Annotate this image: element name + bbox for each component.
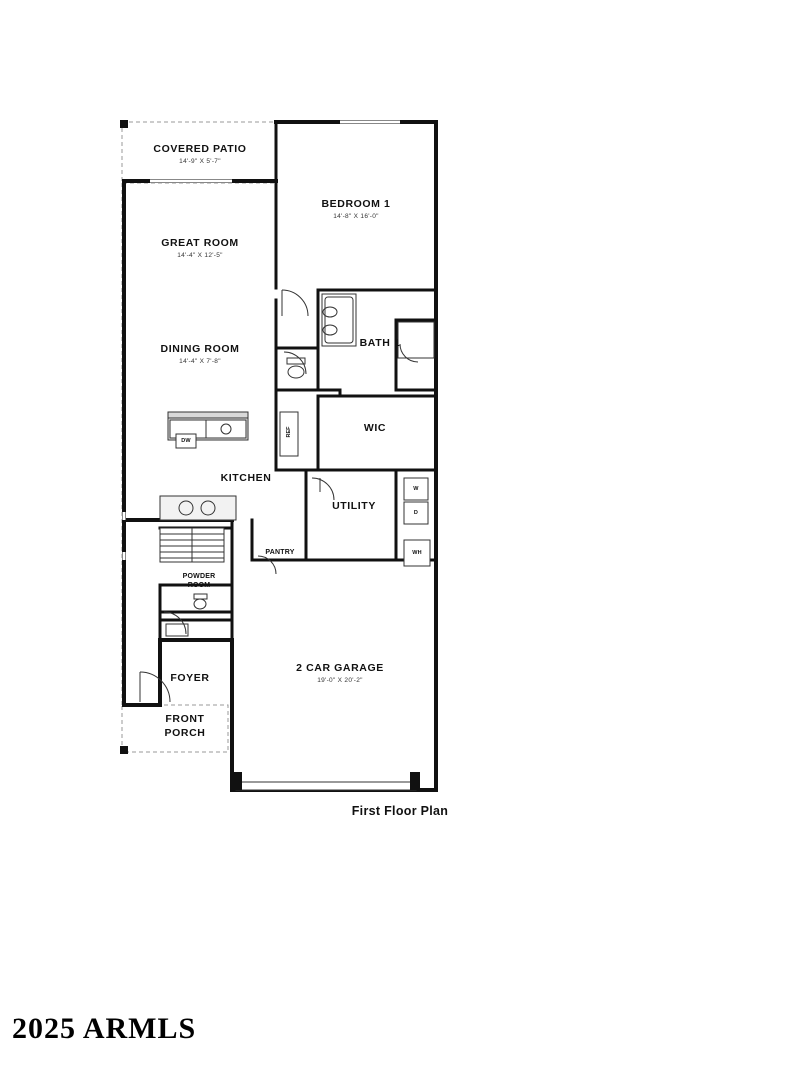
room-name: BEDROOM 1 <box>321 198 391 210</box>
room-label-utility <box>312 500 396 513</box>
front-porch-line-1: FRONT <box>165 713 205 725</box>
room-label-wic <box>330 422 420 435</box>
appliance-text: D <box>413 510 419 516</box>
appliance-text: W <box>413 486 419 492</box>
appliance-text: DW <box>181 438 191 444</box>
room-dims: 14'-4" X 12'-5" <box>177 252 223 260</box>
room-dims: 14'-8" X 16'-0" <box>333 213 379 221</box>
room-name: WIC <box>363 422 387 434</box>
refrigerator-label <box>286 416 292 448</box>
room-label-foyer <box>150 672 230 685</box>
appliance-text: WH <box>412 550 422 556</box>
room-label-great-room <box>120 237 280 260</box>
room-label-dining-room <box>120 343 280 366</box>
watermark: 2025 ARMLS <box>12 1012 197 1045</box>
room-label-front-porch <box>140 713 230 740</box>
room-name: FOYER <box>170 672 210 684</box>
room-name: PANTRY <box>265 549 295 556</box>
room-name: 2 CAR GARAGE <box>296 662 384 674</box>
room-name: COVERED PATIO <box>153 143 247 155</box>
powder-room-line-1: POWDER <box>182 573 216 580</box>
room-name: GREAT ROOM <box>161 237 239 249</box>
room-dims: 14'-9" X 5'-7" <box>179 158 221 166</box>
powder-room-line-2: ROOM <box>187 582 211 590</box>
room-label-kitchen <box>170 472 322 485</box>
room-name: DINING ROOM <box>160 343 240 355</box>
dryer-label <box>406 510 426 516</box>
room-label-covered-patio <box>120 143 280 166</box>
room-dims: 19'-0" X 20'-2" <box>317 677 363 685</box>
room-label-pantry <box>256 549 304 556</box>
plan-caption: First Floor Plan <box>351 804 449 818</box>
appliance-text: REF <box>286 426 292 438</box>
room-label-garage <box>250 662 430 685</box>
washer-label <box>406 486 426 492</box>
room-label-bath-1 <box>330 337 430 350</box>
room-name: KITCHEN <box>220 472 272 484</box>
water-heater-label <box>405 550 429 556</box>
room-name: BATH 1 <box>359 337 401 349</box>
room-label-bedroom-1 <box>276 198 436 221</box>
front-porch-line-2: PORCH <box>164 726 206 739</box>
dishwasher-label <box>176 438 196 444</box>
room-dims: 14'-4" X 7'-8" <box>179 358 221 366</box>
room-name: UTILITY <box>332 500 376 512</box>
room-label-powder-room <box>166 572 232 590</box>
